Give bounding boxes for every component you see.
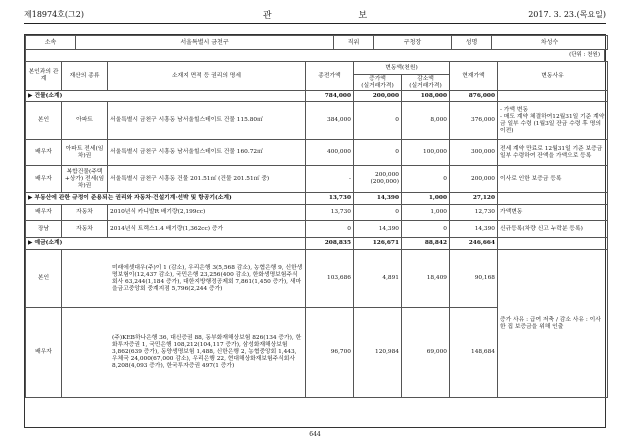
section-title: ▶ 건물(소계) [26, 91, 306, 102]
col-type: 재산의 종류 [62, 62, 108, 91]
section-title: ▶ 예금(소계) [26, 238, 306, 250]
col-reason: 변동사유 [498, 62, 608, 91]
col-change: 변동액(천원) [354, 62, 450, 75]
section-building: ▶ 건물(소계) 784,000 200,000 108,000 876,000 [26, 91, 608, 102]
gazette-header [24, 6, 606, 20]
table-row: 배우자 아파트 전세(임차)권 서울특별시 금천구 시흥동 남서울힐스테이트 건물 160.72㎡ 400,000 0 100,000 300,000 전세 계약 만료로 12월31일 기준 보증금 일부 수령하여 잔액을 가액으로 등록 [26, 140, 608, 166]
section-other-rights: ▶ 부동산에 관한 규정이 준용되는 권리와 자동차·건설기계·선박 및 항공기(소계) 13,730 14,390 1,000 27,120 [26, 193, 608, 205]
name-label: 성명 [452, 36, 492, 50]
gazette-title: 관 보 [262, 11, 410, 21]
position-value: 구청장 [374, 36, 452, 50]
table-row: 배우자 복합건물(주택+상가) 전세(임차)권 서울특별시 금천구 시흥동 건물 201.51㎡ (건물 201.51㎡ 중) - 200,000 (200,000) 0 200,000 이사로 인한 보증금 등록 [26, 166, 608, 193]
col-relation: 본인과의 관계 [26, 62, 62, 91]
header-rule [24, 23, 606, 24]
section-title: ▶ 부동산에 관한 규정이 준용되는 권리와 자동차·건설기계·선박 및 항공기(소계) [26, 193, 306, 205]
section-deposit: ▶ 예금(소계) 208,835 126,671 88,842 246,664 [26, 238, 608, 250]
asset-disclosure-sheet [24, 34, 606, 428]
official-info-table [25, 35, 608, 50]
unit-label: (단위 : 천원) [25, 50, 605, 61]
table-row: 본인 아파트 서울특별시 금천구 시흥동 남서울힐스테이트 건물 115.80㎡ 384,000 0 8,000 376,000 - 가액 변동 - 매도 계약 체결하여12월31일 기준 계약금 일부 수령 (1월3일 잔금 수령 후 명의 이전) [26, 102, 608, 140]
col-location: 소재지 면적 등 권리의 명세 [108, 62, 306, 91]
position-label: 직위 [334, 36, 374, 50]
table-row: 배우자 자동차 2010년식 카니발R 배기량(2,199cc) 13,730 0 1,000 12,730 가액변동 [26, 205, 608, 221]
col-decrease: 감소액 (실거래가격) [402, 75, 450, 91]
name-value: 차성수 [492, 36, 608, 50]
issue-number: 제18974호(그2) [24, 10, 84, 19]
col-current: 현재가액 [450, 62, 498, 91]
col-prior: 종전가액 [306, 62, 354, 91]
affiliation-value: 서울특별시 금천구 [76, 36, 334, 50]
asset-table [25, 61, 608, 398]
table-row: 장남 자동차 2014년식 트랙스1.4 배기량(1,362cc) 증가 0 14,390 0 14,390 신규등록(차량 신고 누락분 등록) [26, 221, 608, 238]
affiliation-label: 소속 [26, 36, 76, 50]
table-row: 본인 미래에셋대우(주)이 1 (감소), 우리은행 3(5,568 감소), 농협은행 9, 신한생명보험이(12,437 감소), 국민은행 23,256(400 감소), 한화생명보험주식회사 63,244(1,184 증가), 대한지방행정공제회 7,861(1,450 증가), 새마을금고중앙회 중계지점 5,796(2,244 증가) 103,686 4,891 18,409 90,168 증가 사유 : 급여 저축 / 감소 사유 : 이사한 집 보증금을 위해 인출 [26, 250, 608, 308]
page-number: 644 [309, 431, 321, 438]
issue-date: 2017. 3. 23.(목요일) [528, 10, 606, 19]
table-row: 배우자 (주)KEB하나은행 36, 대신증권 88, 동부화재해상보험 826(134 증가), 한화투자증권 1, 국민은행 108,212(104,117 증가), 삼성화재해상보험 3,862(639 증가), 동양생명보험 1,488, 신한은행 2, 농협중앙회 1,443, 우체국 24,000(67,000 감소), 우리은행 22, 현대해상화재보험주식회사 8,208(4,093 증가), 한국투자증권 497(1 증가) 96,700 120,984 69,000 148,684 [26, 308, 608, 398]
col-increase: 증가액 (실거래가격) [354, 75, 402, 91]
